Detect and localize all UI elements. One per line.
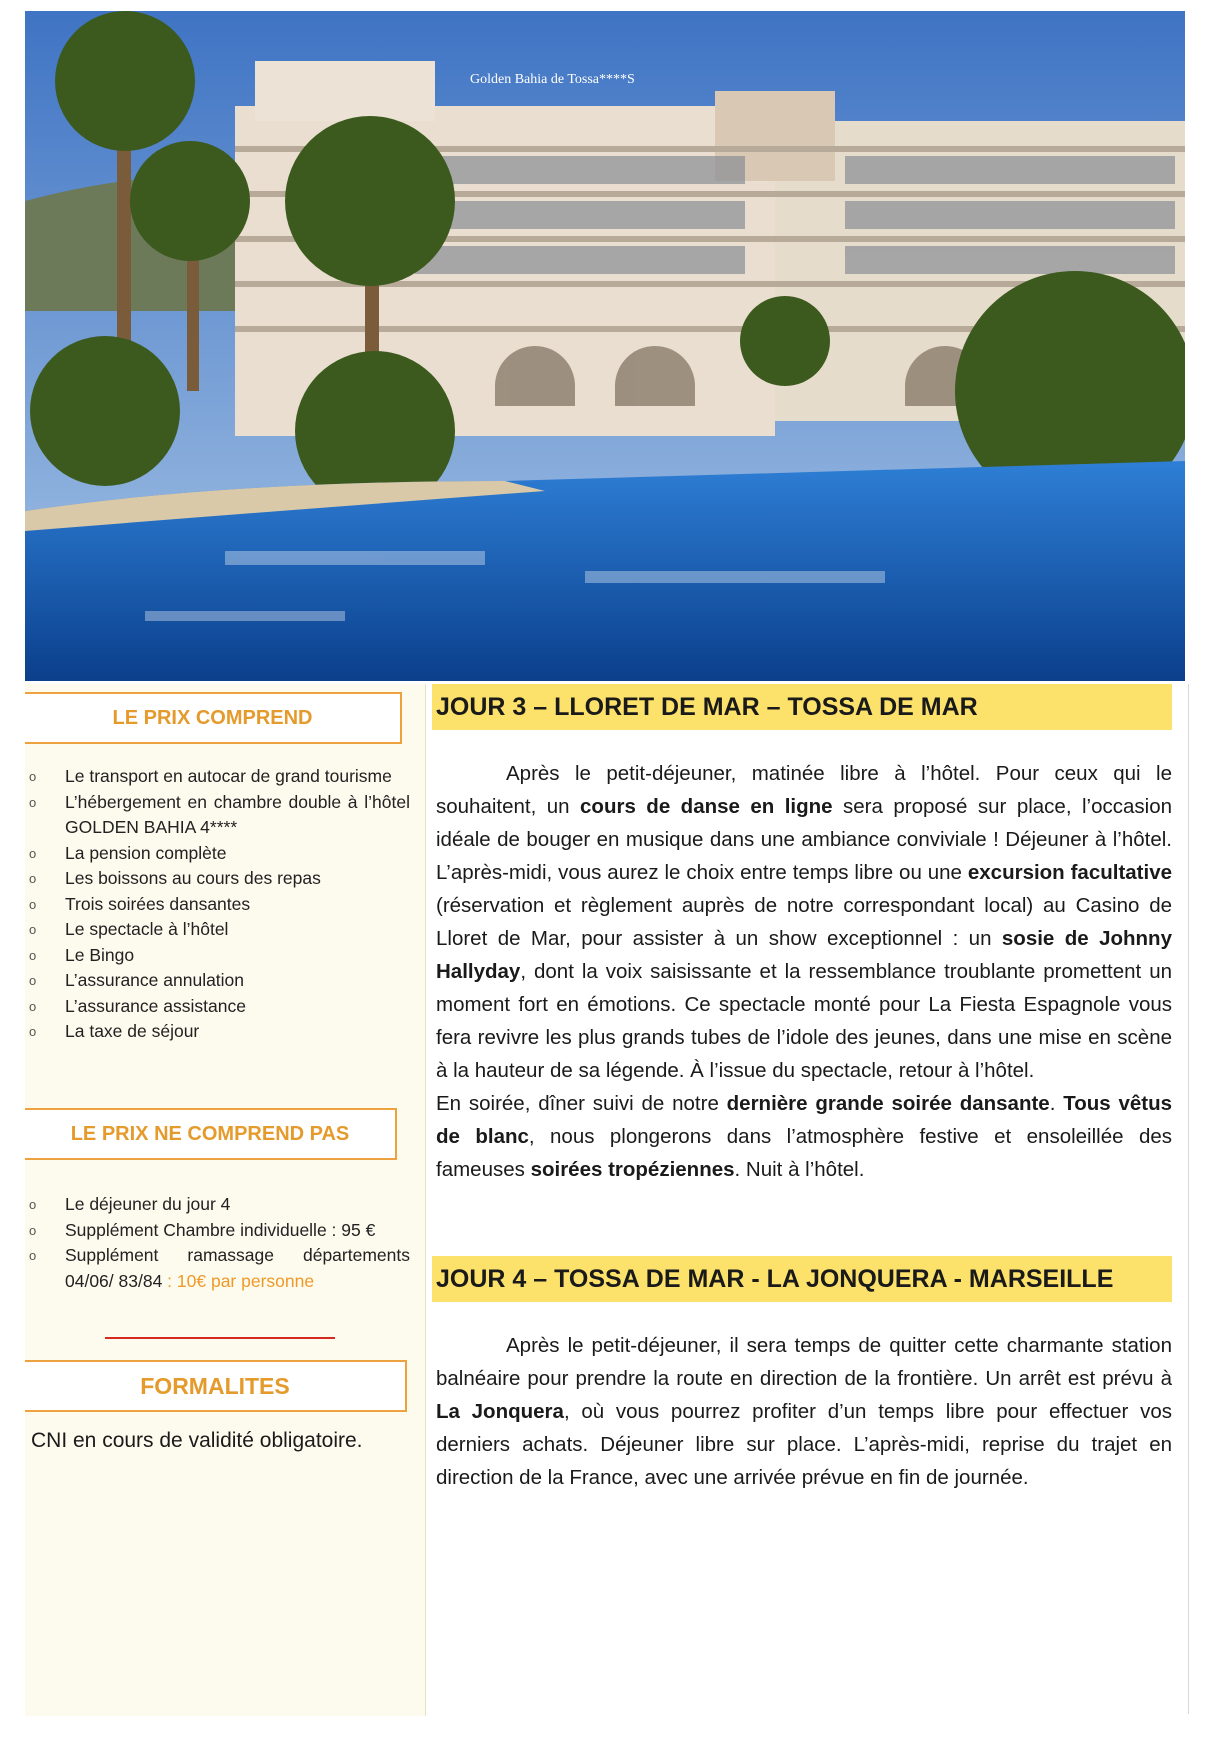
list-item: o La pension complète [29,842,227,863]
hotel-sign-text: Golden Bahia de Tossa****S [470,72,635,87]
list-item: o Trois soirées dansantes [29,893,251,914]
hotel-photo [25,11,1185,681]
day3-heading: JOUR 3 – LLORET DE MAR – TOSSA DE MAR [432,684,1172,730]
list-item: o Le Bingo [29,944,135,965]
list-item: o Le transport en autocar de grand tourisme [29,766,392,786]
day3-text: Après le petit-déjeuner, matinée libre à l’hôtel. Pour ceux qui le souhaitent, un cours de danse en ligne sera proposé sur place, l’occasion idéale de bouger en musique dans une ambiance conviviale ! Déjeuner à l’hôtel. L’après-midi, vous aurez le choix entre temps libre ou une excursion facultative (réservation et règlement auprès de notre correspondant local) au Casino de Lloret de Mar, pour assister à un show exceptionnel : un sosie de Johnny Hallyday, dont la voix saisissante et la ressemblance troublante promettent un moment fort en émotions. Ce spectacle monté pour La Fiesta Espagnole vous fera revivre les plus grands tubes de l’idole des jeunes, dans une mise en scène à la hauteur de sa légende. À l’issue du spectacle, retour à l’hôtel. En soirée, dîner suivi de notre dernière grande soirée dansante. Tous vêtus de blanc, nous plongerons dans l’atmosphère festive et ensoleillée des fameuses soirées tropéziennes. Nuit à l’hôtel. [436,762,1172,1181]
list-item: o Supplément ramassage départements 04/06/ 83/84 : 10€ par personne [29,1245,410,1291]
day4-heading: JOUR 4 – TOSSA DE MAR - LA JONQUERA - MARSEILLE [432,1256,1172,1302]
price-excludes-list [25,1192,410,1294]
formalites-text: CNI en cours de validité obligatoire. [31,1429,363,1452]
list-item: o L’assurance annulation [29,970,245,990]
formalites-title: FORMALITES [25,1360,407,1412]
list-item: o La taxe de séjour [29,1021,200,1041]
price-excludes-title: LE PRIX NE COMPREND PAS [25,1108,397,1160]
list-item: o Le spectacle à l’hôtel [29,919,229,939]
day4-text: Après le petit-déjeuner, il sera temps de quitter cette charmante station balnéaire pour prendre la route en direction de la frontière. Un arrêt est prévu à La Jonquera, où vous pourrez profiter d’un temps libre pour effectuer vos derniers achats. Déjeuner libre sur place. L’après-midi, reprise du trajet en direction de la France, avec une arrivée prévue en fin de journée. [436,1334,1173,1489]
price-includes-list [25,764,410,1045]
price-includes-title: LE PRIX COMPREND [25,692,402,744]
list-item: o L’hébergement en chambre double à l’hôtel GOLDEN BAHIA 4**** [29,791,410,837]
divider [105,1337,335,1339]
list-item: o Supplément Chambre individuelle : 95 € [29,1219,376,1240]
left-column [25,684,426,1716]
list-item: o Le déjeuner du jour 4 [29,1194,231,1214]
list-item: o Les boissons au cours des repas [29,868,321,888]
list-item: o L’assurance assistance [29,995,246,1016]
page-border [1188,684,1189,1714]
